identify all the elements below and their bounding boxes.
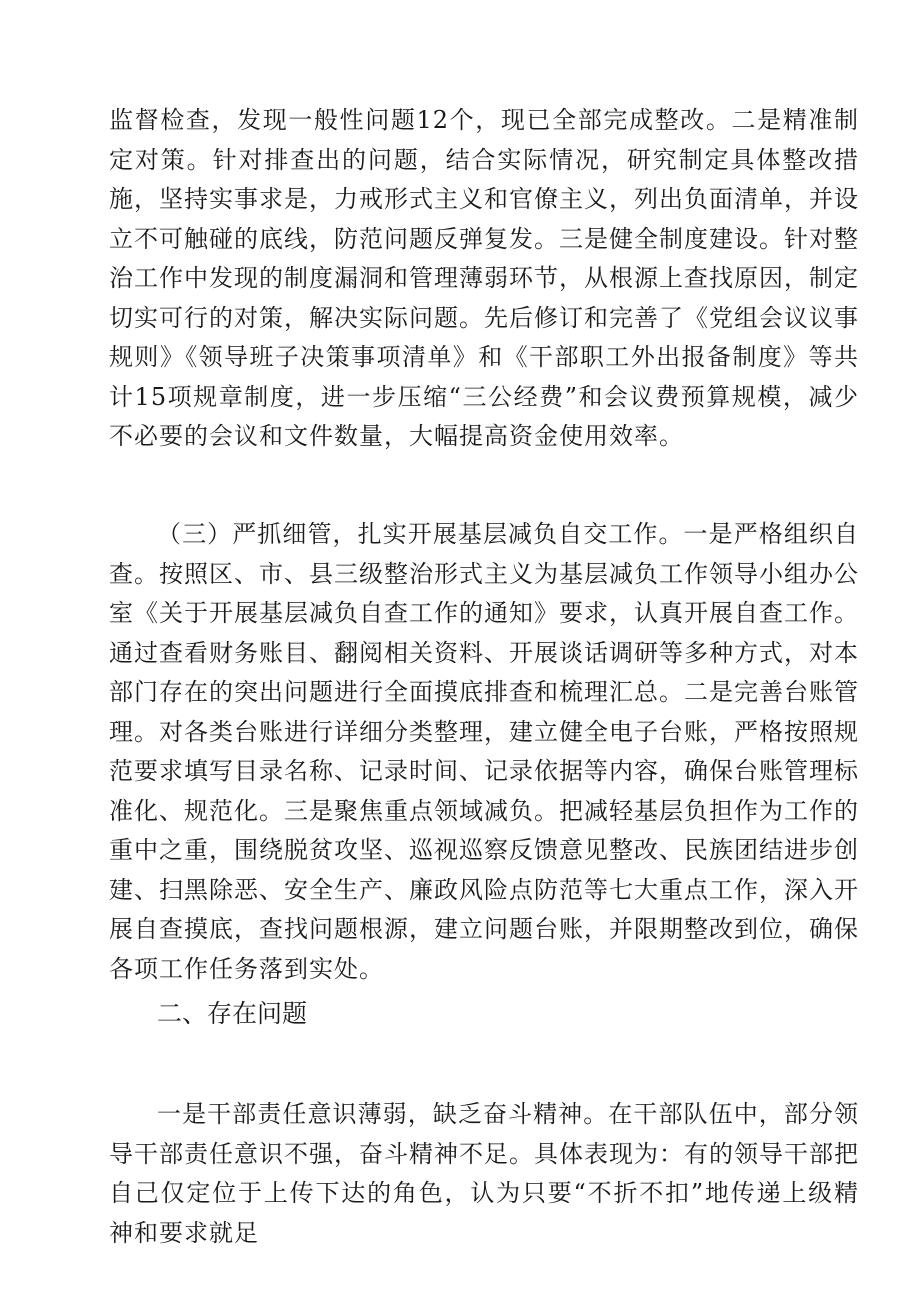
- section-heading: 二、存在问题: [157, 999, 308, 1028]
- paragraph-1: 监督检查，发现一般性问题12个，现已全部完成整改。二是精准制定对策。针对排查出的问题，结合实际情况，研究制定具体整改措施，坚持实事求是，力戒形式主义和官僚主义，列出负面清单，并设立不可触碰的底线，防范问题反弹复发。三是健全制度建设。针对整治工作中发现的制度漏洞和管理薄弱环节，从根源上查找原因，制定切实可行的对策，解决实际问题。先后修订和完善了《党组会议议事规则》《领导班子决策事项清单》和《干部职工外出报备制度》等共计15项规章制度，进一步压缩“三公经费”和会议费预算规模，减少不必要的会议和文件数量，大幅提高资金使用效率。: [109, 106, 859, 450]
- paragraph-3: 一是干部责任意识薄弱，缺乏奋斗精神。在干部队伍中，部分领导干部责任意识不强，奋斗精神不足。具体表现为：有的领导干部把自己仅定位于上传下达的角色，认为只要“不折不扣”地传递上级精神和要求就足: [109, 1100, 859, 1247]
- paragraph-2: （三）严抓细管，扎实开展基层减负自交工作。一是严格组织自查。按照区、市、县三级整治形式主义为基层减负工作领导小组办公室《关于开展基层减负自查工作的通知》要求，认真开展自查工作。通过查看财务账目、翻阅相关资料、开展谈话调研等多种方式，对本部门存在的突出问题进行全面摸底排查和梳理汇总。二是完善台账管理。对各类台账进行详细分类整理，建立健全电子台账，严格按照规范要求填写目录名称、记录时间、记录依据等内容，确保台账管理标准化、规范化。三是聚焦重点领域减负。把减轻基层负担作为工作的重中之重，围绕脱贫攻坚、巡视巡察反馈意见整改、民族团结进步创建、扫黑除恶、安全生产、廉政风险点防范等七大重点工作，深入开展自查摸底，查找问题根源，建立问题台账，并限期整改到位，确保各项工作任务落到实处。: [109, 520, 859, 983]
